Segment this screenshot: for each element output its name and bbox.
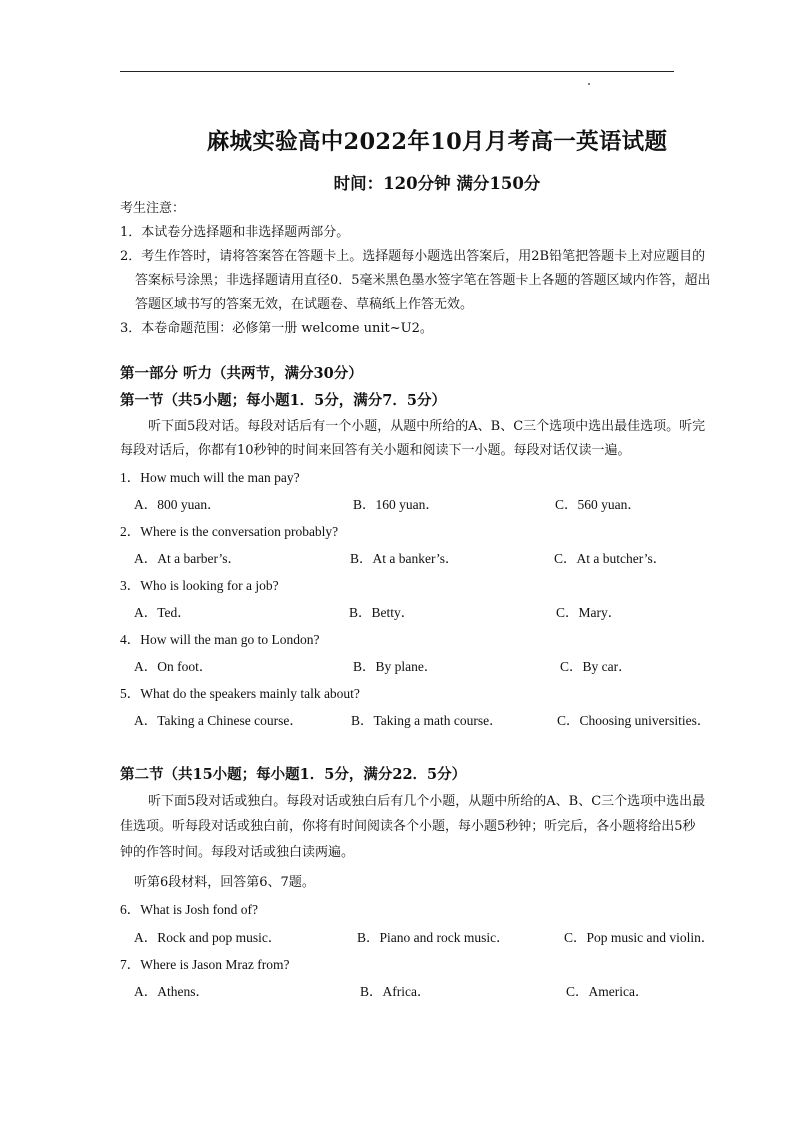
question-5: 5．What do the speakers mainly talk about? xyxy=(120,686,360,701)
question-7-option-a: A．Athens． xyxy=(134,984,209,999)
question-5-option-c: C．Choosing universities． xyxy=(557,713,711,728)
section1-instruction-line-2: 每段对话后，你都有10秒钟的时间来回答有关小题和阅读下一小题。每段对话仅读一遍。 xyxy=(120,443,631,458)
part1-heading: 第一部分 听力（共两节，满分30分） xyxy=(120,365,363,382)
exam-title: 麻城实验高中2022年10月月考高一英语试题 xyxy=(206,129,668,155)
material-note: 听第6段材料，回答第6、7题。 xyxy=(134,875,315,890)
question-6: 6．What is Josh fond of? xyxy=(120,902,258,917)
notice-item-1: 1．本试卷分选择题和非选择题两部分。 xyxy=(120,225,350,240)
notice-heading: 考生注意： xyxy=(120,201,186,216)
question-5-option-b: B．Taking a math course． xyxy=(351,713,503,728)
question-1: 1．How much will the man pay? xyxy=(120,470,300,485)
exam-subtitle: 时间：120分钟 满分150分 xyxy=(333,174,541,193)
section1-instruction-line-1: 听下面5段对话。每段对话后有一个小题，从题中所给的A、B、C三个选项中选出最佳选项。听完 xyxy=(148,419,706,434)
section1-heading: 第一节（共5小题；每小题1．5分，满分7．5分） xyxy=(120,392,446,409)
question-2-option-c: C．At a butcher’s． xyxy=(554,551,667,566)
question-4-option-b: B．By plane． xyxy=(353,659,438,674)
question-4-option-a: A．On foot． xyxy=(134,659,213,674)
question-7: 7．Where is Jason Mraz from? xyxy=(120,957,290,972)
question-7-option-b: B．Africa． xyxy=(360,984,431,999)
question-4: 4．How will the man go to London? xyxy=(120,632,320,647)
question-2: 2．Where is the conversation probably? xyxy=(120,524,339,539)
question-5-option-a: A．Taking a Chinese course． xyxy=(134,713,303,728)
question-7-option-c: C．America． xyxy=(566,984,649,999)
question-2-option-b: B．At a banker’s． xyxy=(350,551,459,566)
section2-instruction-line-2: 佳选项。听每段对话或独白前，你将有时间阅读各个小题，每小题5秒钟；听完后，各小题将给出5秒 xyxy=(120,819,696,834)
section2-heading: 第二节（共15小题；每小题1．5分，满分22．5分） xyxy=(120,766,467,783)
question-3-option-b: B．Betty． xyxy=(349,605,415,620)
question-3-option-c: C．Mary． xyxy=(556,605,622,620)
header-rule xyxy=(120,71,674,72)
notice-item-2-line-3: 答题区域书写的答案无效，在试题卷、草稿纸上作答无效。 xyxy=(135,297,474,312)
section2-instruction-line-1: 听下面5段对话或独白。每段对话或独白后有几个小题，从题中所给的A、B、C三个选项中选出最 xyxy=(148,794,706,809)
notice-item-2-line-2: 答案标号涂黑；非选择题请用直径0．5毫米黑色墨水签字笔在答题卡上各题的答题区域内作答，超出 xyxy=(135,273,711,288)
header-dot xyxy=(588,83,590,85)
question-1-option-b: B．160 yuan． xyxy=(353,497,439,512)
question-3-option-a: A．Ted． xyxy=(134,605,191,620)
question-2-option-a: A．At a barber’s． xyxy=(134,551,241,566)
question-1-option-a: A．800 yuan． xyxy=(134,497,221,512)
question-4-option-c: C．By car． xyxy=(560,659,632,674)
section2-instruction-line-3: 钟的作答时间。每段对话或独白读两遍。 xyxy=(120,845,355,860)
notice-item-2-line-1: 2．考生作答时，请将答案答在答题卡上。选择题每小题选出答案后，用2B铅笔把答题卡上对应题目的 xyxy=(120,249,706,264)
notice-item-3: 3．本卷命题范围：必修第一册 welcome unit~U2。 xyxy=(120,321,433,336)
question-6-option-a: A．Rock and pop music． xyxy=(134,930,282,945)
question-6-option-b: B．Piano and rock music． xyxy=(357,930,510,945)
question-3: 3．Who is looking for a job? xyxy=(120,578,279,593)
question-6-option-c: C．Pop music and violin． xyxy=(564,930,715,945)
question-1-option-c: C．560 yuan． xyxy=(555,497,641,512)
